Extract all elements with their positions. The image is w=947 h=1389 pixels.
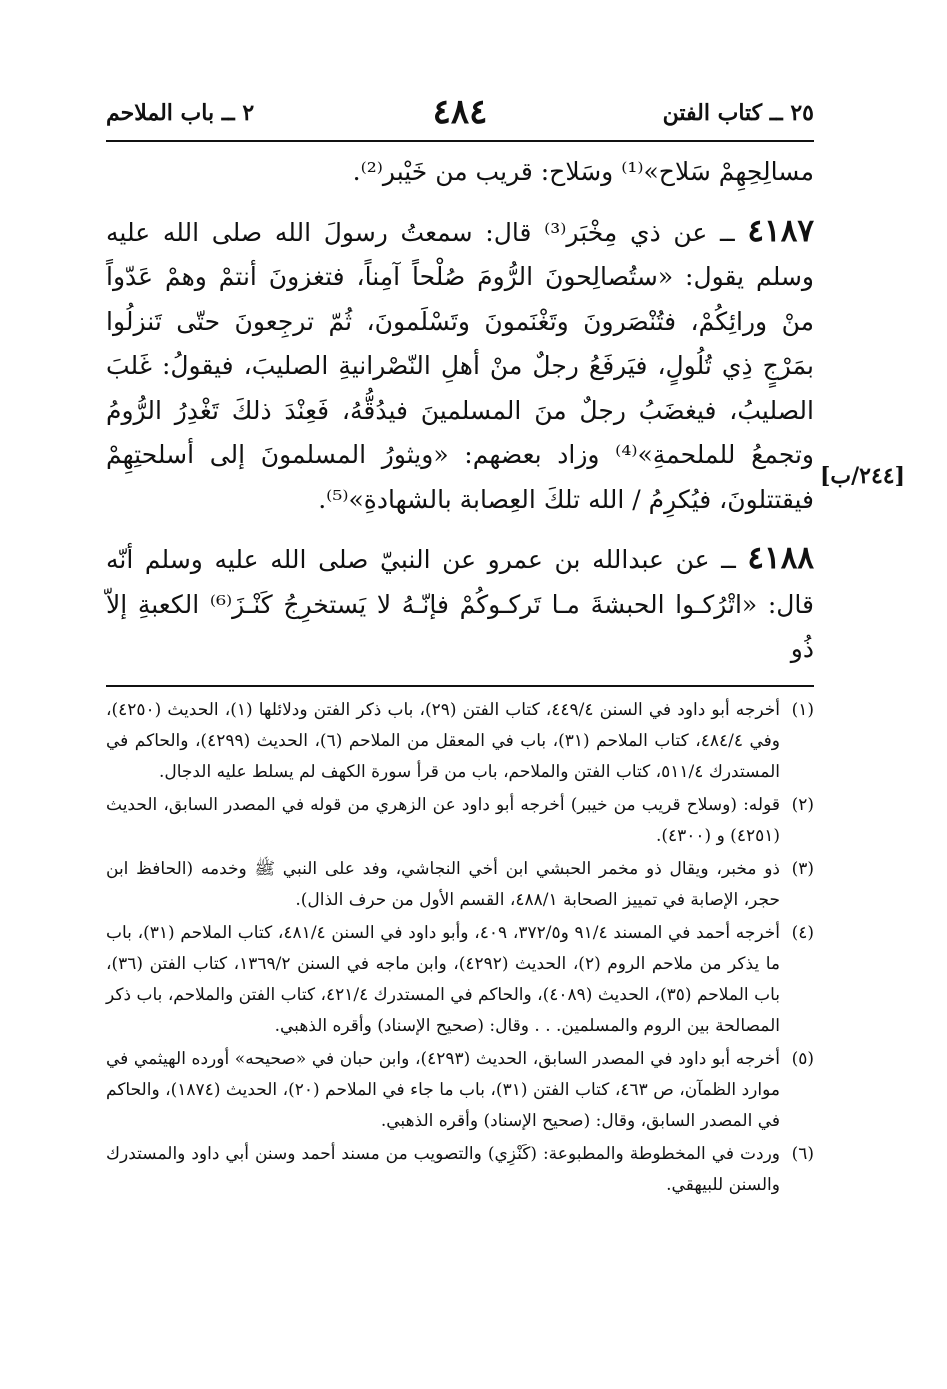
page-number: ٤٨٤: [432, 92, 488, 132]
footnote-text: أخرجه أبو داود في السنن ٤٤٩/٤، كتاب الفتن (٢٩)، باب ذكر الفتن ودلائلها (١)، الحديث (٤٢٥٠)، وفي ٤٨٤/٤، كتاب الملاحم (٣١)، باب في المعقل من الملاحم (٦)، الحديث (٤٢٩٩)، والحاكم في المستدرك ٥١١/٤، كتاب الفتن والملاحم، باب من قرأ سورة الكهف لم يسلط عليه الدجال.: [106, 700, 780, 782]
footnote-number: (٦): [791, 1144, 814, 1164]
hadith-text: ــ عن ذي مِخْبَر⁽³⁾ قال: سمعتُ رسولَ الله صلى الله عليه وسلم يقول: «ستُصالِحونَ الرُّومَ صُلْحاً آمِناً، فتغزونَ أنتمْ وهمْ عَدّواً منْ ورائِكُمْ، فتُنْصَرونَ وتَغْنَمونَ وتَسْلَمونَ، ثُمّ ترجِعونَ حتّى تَنزلُوا بمَرْجٍ ذِي تُلُولٍ، فيَرفَعُ رجلٌ منْ أهلِ النّصْرانيةِ الصليبَ، فيقولُ: غَلبَ الصليبُ، فيغضَبُ رجلٌ منَ المسلمينَ فيدُقُّهُ، فَعِنْدَ ذلكَ تَغْدِرُ الرُّومُ وتجمعُ للملحمةِ»⁽⁴⁾ وزاد بعضهم: «ويثورُ المسلمونَ إلى أسلحتِهِمْ فيقتتلونَ، فيُكرِمُ / الله تلكَ العِصابة بالشهادةِ»⁽⁵⁾.: [106, 217, 815, 514]
hadith-4188: [106, 536, 814, 672]
footnote-number: (١): [791, 700, 814, 720]
footnote-number: (٤): [791, 923, 814, 943]
footnote: [106, 918, 814, 1042]
header-rule: [106, 140, 814, 142]
hadith-text: ــ عن عبدالله بن عمرو عن النبيّ صلى الله عليه وسلم أنّه قال: «اتْرُكـوا الحبشةَ مـا تَركـوكُمْ فإنّـهُ لا يَستخرِجُ كَنْـزَ⁽⁶⁾ الكعبةِ إلاّ ذُو: [106, 545, 814, 663]
footnote-rule: [106, 685, 814, 687]
hadith-4187: [106, 209, 814, 523]
footnote-text: أخرجه أبو داود في المصدر السابق، الحديث (٤٢٩٣)، وابن حبان في «صحيحه» أورده الهيثمي في موارد الظمآن، ص ٤٦٣، كتاب الفتن (٣١)، باب ما جاء في الملاحم (٢٠)، الحديث (١٨٧٤)، والحاكم في المصدر السابق، وقال: (صحيح الإسناد) وأقره الذهبي.: [106, 1049, 780, 1131]
footnote-number: (٥): [791, 1049, 814, 1069]
footnote-number: (٣): [791, 859, 814, 879]
paragraph-continuation: مسالِحِهِمْ سَلاح»⁽¹⁾ وسَلاح: قريب من خَيْبر⁽²⁾.: [352, 157, 814, 186]
hadith-number: ٤١٨٨: [747, 540, 814, 576]
footnote: [106, 854, 814, 916]
footnote-text: قوله: (وسلاح قريب من خيبر) أخرجه أبو داود عن الزهري من قوله في المصدر السابق، الحديث (٤٢٥١) و (٤٣٠٠).: [106, 795, 780, 846]
hadith-number: ٤١٨٧: [747, 212, 815, 249]
footnote-text: ذو مخبر، ويقال ذو مخمر الحبشي ابن أخي النجاشي، وفد على النبي ﷺ وخدمه (الحافظ ابن حجر، الإصابة في تمييز الصحابة ٤٨٨/١، القسم الأول من حرف الذال).: [106, 859, 780, 910]
footnote: [106, 790, 814, 852]
footnote: [106, 695, 814, 788]
header-book-title: ٢٥ ــ كتاب الفتن: [662, 100, 814, 126]
running-header: [106, 92, 814, 138]
footnotes: [106, 695, 814, 1203]
footnote-text: أخرجه أحمد في المسند ٩١/٤ و٣٧٢/٥، ٤٠٩، وأبو داود في السنن ٤٨١/٤، كتاب الملاحم (٣١)، باب ما يذكر من ملاحم الروم (٢)، الحديث (٤٢٩٢)، وابن ماجه في السنن ١٣٦٩/٢، كتاب الفتن (٣٦)، باب الملاحم (٣٥)، الحديث (٤٠٨٩)، والحاكم في المستدرك ٤٢١/٤، كتاب الفتن والملاحم، باب ذكر المصالحة بين الروم والمسلمين. . . وقال: (صحيح الإسناد) وأقره الذهبي.: [106, 923, 781, 1036]
manuscript-folio-marker: [٢٤٤/ب]: [820, 463, 906, 489]
main-text: [106, 150, 814, 672]
footnote: [106, 1139, 814, 1201]
footnote: [106, 1044, 814, 1137]
header-chapter-title: ٢ ــ باب الملاحم: [106, 100, 255, 126]
footnote-text: وردت في المخطوطة والمطبوعة: (كَنْزِي) والتصويب من مسند أحمد وسنن أبي داود والمستدرك والسنن للبيهقي.: [106, 1144, 780, 1195]
footnote-number: (٢): [791, 795, 814, 815]
